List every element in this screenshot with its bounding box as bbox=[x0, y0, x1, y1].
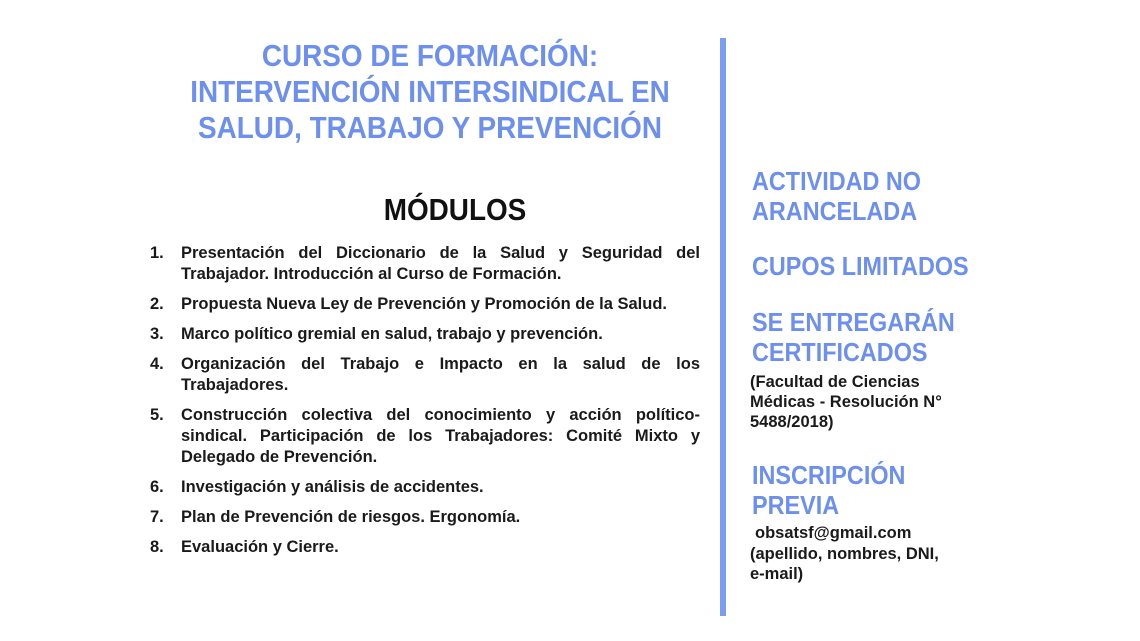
inscription-notice bbox=[752, 460, 986, 520]
inscription-details bbox=[750, 544, 980, 584]
module-item-4 bbox=[150, 354, 700, 396]
module-item-6 bbox=[150, 477, 700, 498]
vertical-divider bbox=[720, 38, 726, 616]
inscription-email: obsatsf@gmail.com bbox=[755, 524, 912, 542]
module-item-5 bbox=[150, 405, 700, 468]
module-number: 7. bbox=[150, 508, 164, 526]
module-number: 5. bbox=[150, 406, 164, 424]
inscription-details-line-1: (apellido, nombres, DNI, bbox=[750, 545, 939, 563]
module-item-7 bbox=[150, 507, 700, 528]
module-number: 1. bbox=[150, 244, 164, 262]
cupos-notice bbox=[752, 251, 986, 281]
inscription-details-line-2: e-mail) bbox=[750, 565, 804, 583]
certificates-note-line-1: (Facultad de Ciencias bbox=[750, 373, 920, 391]
module-item-2 bbox=[150, 294, 700, 315]
activity-line-1: ACTIVIDAD NO bbox=[752, 166, 922, 196]
inscription-line-1: INSCRIPCIÓN bbox=[752, 460, 906, 490]
module-item-1 bbox=[150, 243, 700, 285]
certificates-note-line-2: Médicas - Resolución N° bbox=[750, 393, 942, 411]
course-title bbox=[178, 38, 682, 146]
module-number: 6. bbox=[150, 478, 164, 496]
certificates-line-2: CERTIFICADOS bbox=[752, 337, 928, 367]
course-title-line-2: INTERVENCIÓN INTERSINDICAL EN bbox=[190, 74, 670, 109]
module-text: Construcción colectiva del conocimiento y acción político-sindical. Participación de los Trabajadores: Comité Mixto y Delegado de Prevención. bbox=[181, 406, 700, 466]
module-number: 4. bbox=[150, 355, 164, 373]
module-list bbox=[150, 243, 700, 567]
course-title-line-3: SALUD, TRABAJO Y PREVENCIÓN bbox=[197, 110, 663, 145]
module-item-8 bbox=[150, 537, 700, 558]
activity-line-2: ARANCELADA bbox=[752, 196, 918, 226]
module-number: 2. bbox=[150, 295, 164, 313]
modules-heading: MÓDULOS bbox=[383, 192, 527, 227]
course-title-line-1: CURSO DE FORMACIÓN: bbox=[261, 38, 599, 73]
inscription-line-2: PREVIA bbox=[752, 490, 840, 520]
module-text: Marco político gremial en salud, trabajo y prevención. bbox=[181, 325, 603, 343]
certificates-note bbox=[750, 372, 980, 432]
module-text: Organización del Trabajo e Impacto en la salud de los Trabajadores. bbox=[181, 355, 700, 394]
module-text: Propuesta Nueva Ley de Prevención y Promoción de la Salud. bbox=[181, 295, 667, 313]
certificates-note-line-3: 5488/2018) bbox=[750, 413, 834, 431]
module-text: Plan de Prevención de riesgos. Ergonomía. bbox=[181, 508, 521, 526]
module-text: Evaluación y Cierre. bbox=[181, 538, 339, 556]
cupos-line: CUPOS LIMITADOS bbox=[752, 251, 969, 281]
module-text: Investigación y análisis de accidentes. bbox=[181, 478, 484, 496]
module-number: 8. bbox=[150, 538, 164, 556]
certificates-line-1: SE ENTREGARÁN bbox=[752, 307, 955, 337]
module-number: 3. bbox=[150, 325, 164, 343]
activity-notice bbox=[752, 166, 986, 226]
module-text: Presentación del Diccionario de la Salud y Seguridad del Trabajador. Introducción al Curso de Formación. bbox=[181, 244, 700, 283]
inscription-note bbox=[755, 523, 985, 543]
certificates-notice bbox=[752, 307, 986, 367]
module-item-3 bbox=[150, 324, 700, 345]
